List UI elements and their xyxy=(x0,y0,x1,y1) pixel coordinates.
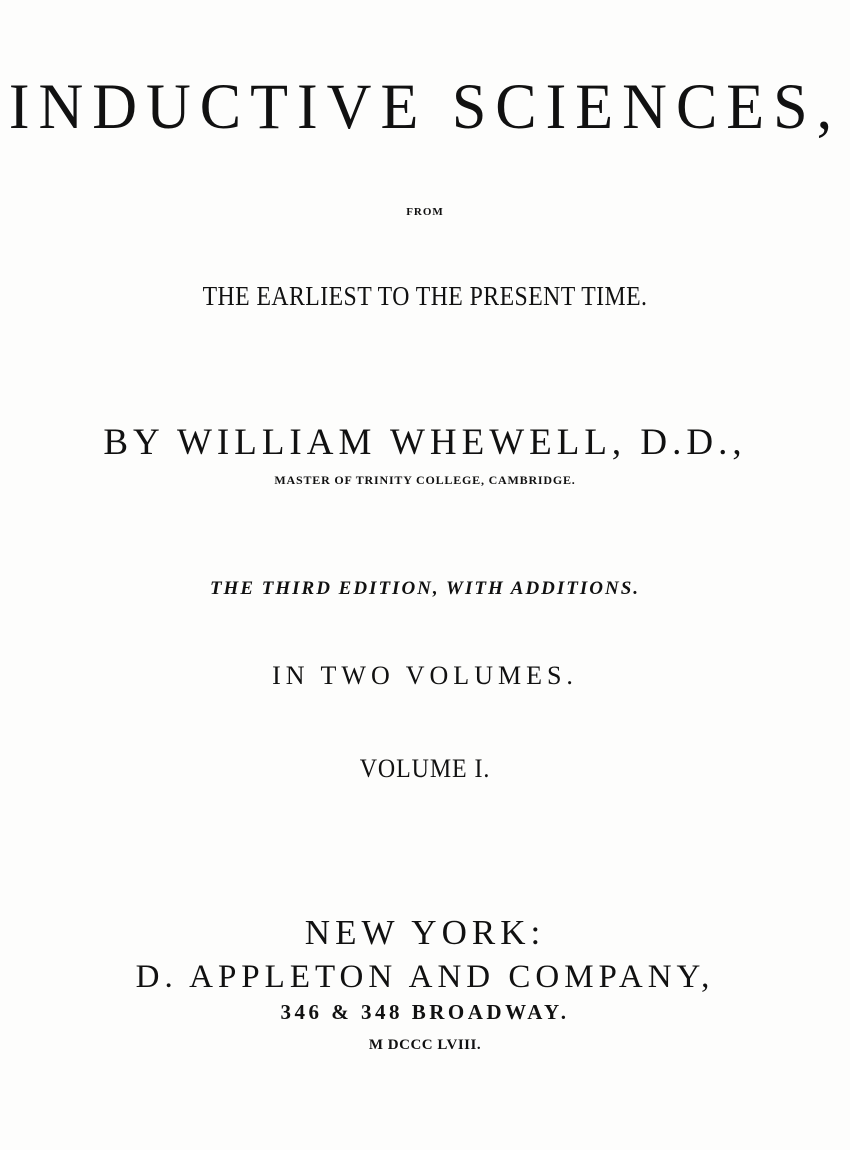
book-title: INDUCTIVE SCIENCES, xyxy=(8,71,842,143)
volume-count: IN TWO VOLUMES. xyxy=(272,661,578,690)
author-position: MASTER OF TRINITY COLLEGE, CAMBRIDGE. xyxy=(274,473,576,487)
author-byline: BY WILLIAM WHEWELL, D.D., xyxy=(103,422,747,463)
book-subtitle: THE EARLIEST TO THE PRESENT TIME. xyxy=(202,281,648,311)
edition-statement: THE THIRD EDITION, WITH ADDITIONS. xyxy=(209,578,641,599)
imprint-publisher: D. APPLETON AND COMPANY, xyxy=(135,959,715,995)
imprint-date: M DCCC LVIII. xyxy=(368,1037,482,1053)
title-connector: FROM xyxy=(406,206,444,218)
imprint-address: 346 & 348 BROADWAY. xyxy=(280,1000,570,1024)
imprint-city: NEW YORK: xyxy=(304,913,546,952)
volume-number: VOLUME I. xyxy=(359,754,491,783)
